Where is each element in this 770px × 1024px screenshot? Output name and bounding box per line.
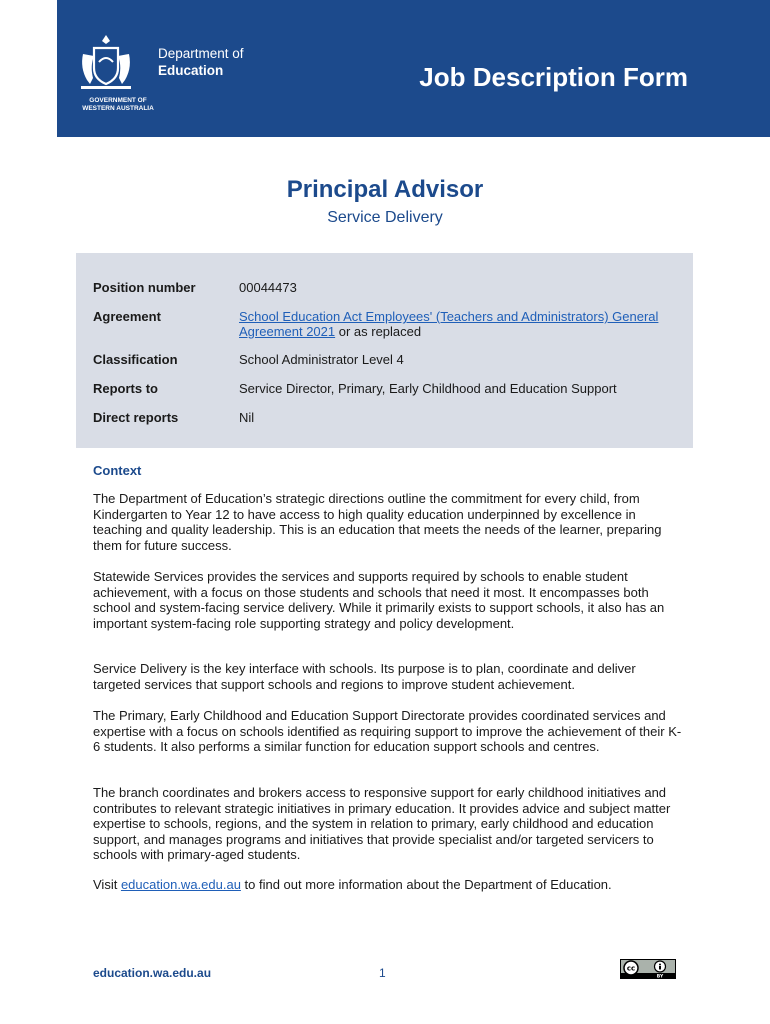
department-name-line1: Department of	[158, 46, 244, 61]
cc-by-label: BY	[656, 974, 664, 979]
form-title: Job Description Form	[419, 62, 688, 92]
context-paragraph: The Primary, Early Childhood and Education Support Directorate provides coordinated services and expertise with a focus on schools identified as requiring support to improve the achievement of their K-6 students. It also performs a similar function for education support schools and centres.	[93, 708, 682, 754]
context-paragraph: Service Delivery is the key interface with schools. Its purpose is to plan, coordinate and deliver targeted services that support schools and regions to improve student achievement.	[93, 661, 636, 692]
agreement-link[interactable]: School Education Act Employees' (Teachers and Administrators) General Agreement 2021	[239, 309, 659, 339]
department-name-line2: Education	[158, 63, 224, 78]
context-paragraph: The branch coordinates and brokers access to responsive support for early childhood initiatives and contributes to relevant strategic initiatives in primary education. It provides advice and subject matter expertise to schools, regions, and the system in relation to primary, early childhood and education support, and manages programs and initiatives that provide specialist and/or targeted servicers to schools with primary-aged students.	[93, 785, 671, 862]
footer-website-link[interactable]: education.wa.edu.au	[93, 966, 212, 980]
government-label	[73, 97, 163, 113]
detail-value: School Administrator Level 4	[239, 352, 404, 367]
agreement-suffix: or as replaced	[335, 324, 422, 339]
department-name	[158, 45, 244, 79]
context-paragraph: Statewide Services provides the services and supports required by schools to enable student achievement, with a focus on those students and schools that need it most. It encompasses both school and system-facing service delivery. While it primarily exists to support schools, it also has an important system-facing role supporting strategy and policy development.	[93, 569, 665, 631]
detail-value: Nil	[239, 410, 255, 425]
visit-paragraph	[93, 877, 683, 893]
position-details-box	[76, 253, 693, 448]
detail-value: 00044473	[239, 280, 297, 295]
detail-value	[239, 309, 699, 339]
detail-label: Agreement	[93, 309, 161, 324]
detail-label: Position number	[93, 280, 196, 295]
svg-text:cc: cc	[626, 964, 636, 973]
visit-suffix: to find out more information about the Department of Education.	[240, 877, 612, 892]
visit-prefix: Visit	[93, 877, 121, 892]
header-banner	[57, 0, 770, 137]
detail-label: Direct reports	[93, 410, 179, 425]
wa-government-crest-icon	[75, 32, 137, 92]
context-paragraph: The Department of Education’s strategic directions outline the commitment for every child, from Kindergarten to Year 12 to have access to high quality education underpinned by excellence in teaching and quality leadership. This is an education that meets the needs of the learner, preparing them for future success.	[93, 491, 662, 553]
government-label-line1: GOVERNMENT OF	[89, 97, 147, 104]
page-number: 1	[379, 966, 386, 980]
detail-label: Reports to	[93, 381, 158, 396]
position-subtitle: Service Delivery	[327, 209, 443, 226]
detail-label: Classification	[93, 352, 178, 367]
government-label-line2: WESTERN AUSTRALIA	[82, 105, 154, 112]
position-title: Principal Advisor	[286, 176, 484, 203]
cc-by-license-icon	[620, 959, 676, 979]
education-website-link[interactable]: education.wa.edu.au	[120, 877, 241, 892]
detail-value: Service Director, Primary, Early Childhood and Education Support	[239, 381, 617, 396]
context-heading: Context	[93, 463, 142, 478]
